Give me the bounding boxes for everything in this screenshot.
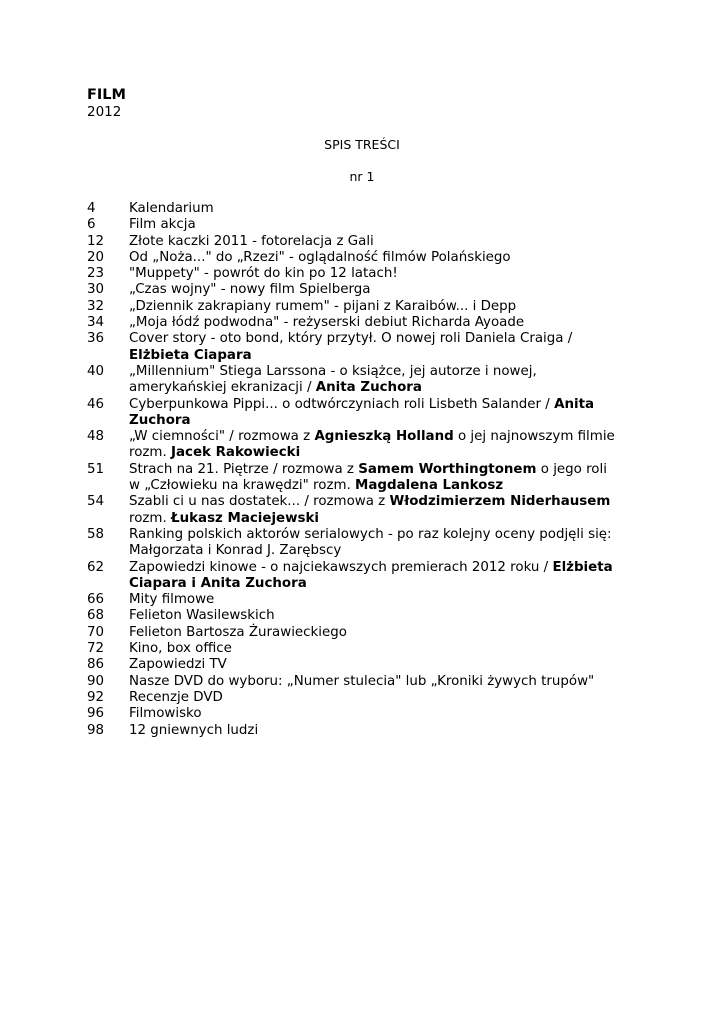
toc-entry bbox=[87, 429, 647, 462]
toc-entry-title bbox=[129, 234, 647, 250]
magazine-year: 2012 bbox=[87, 104, 122, 120]
toc-entry-title bbox=[129, 690, 647, 706]
toc-entry-text: Strach na 21. Piętrze / rozmowa z bbox=[129, 461, 359, 477]
toc-entry-author: Anita Zuchora bbox=[315, 380, 422, 396]
toc-entry-title bbox=[129, 494, 647, 527]
toc-entry bbox=[87, 364, 647, 397]
toc-entry-title bbox=[129, 592, 647, 608]
toc-entry-text: Kino, box office bbox=[129, 641, 232, 657]
toc-entry-title bbox=[129, 608, 647, 624]
toc-entry-text: Film akcja bbox=[129, 217, 196, 233]
toc-entry-page-number: 66 bbox=[87, 592, 105, 608]
toc-entry-page-number: 72 bbox=[87, 641, 105, 657]
toc-entry-page-number: 30 bbox=[87, 282, 105, 298]
toc-entry bbox=[87, 331, 647, 364]
toc-entry bbox=[87, 657, 647, 673]
toc-entry-page-number: 70 bbox=[87, 624, 105, 640]
toc-entry-title bbox=[129, 527, 647, 560]
toc-entry bbox=[87, 608, 647, 624]
toc-entry bbox=[87, 641, 647, 657]
toc-entry-page-number: 86 bbox=[87, 657, 105, 673]
toc-entry-page-number: 98 bbox=[87, 722, 105, 738]
toc-entry bbox=[87, 690, 647, 706]
toc-entry-title bbox=[129, 282, 647, 298]
toc-entry-author: Magdalena Lankosz bbox=[355, 478, 504, 494]
toc-entry-text: Złote kaczki 2011 - fotorelacja z Gali bbox=[129, 233, 374, 249]
toc-entry-author: Jacek Rakowiecki bbox=[171, 445, 301, 461]
issue-number: nr 1 bbox=[349, 169, 375, 184]
toc-entry-text: o jego roli w „Człowieku na krawędzi" rozm. bbox=[129, 461, 607, 494]
toc-entry-title bbox=[129, 250, 647, 266]
toc-entry-title bbox=[129, 299, 647, 315]
toc-entry-page-number: 68 bbox=[87, 608, 105, 624]
toc-entry-text: "Muppety" - powrót do kin po 12 latach! bbox=[129, 266, 398, 282]
toc-entry-text: Kalendarium bbox=[129, 201, 214, 216]
toc-entry-title bbox=[129, 266, 647, 282]
toc-entry-page-number: 20 bbox=[87, 249, 105, 265]
toc-entry-page-number: 32 bbox=[87, 298, 105, 314]
toc-entry-text: Zapowiedzi kinowe - o najciekawszych premierach 2012 roku / bbox=[129, 559, 553, 575]
toc-entry bbox=[87, 494, 647, 527]
toc-entry-page-number: 54 bbox=[87, 494, 105, 510]
toc-entry-text: o jej najnowszym filmie rozm. bbox=[129, 429, 615, 461]
toc-entry-author: Agnieszką Holland bbox=[314, 429, 454, 445]
toc-entry-title bbox=[129, 364, 647, 397]
toc-entry-page-number: 58 bbox=[87, 526, 105, 542]
toc-heading: SPIS TREŚCI bbox=[324, 137, 400, 152]
toc-entry bbox=[87, 625, 647, 641]
toc-entry-page-number: 96 bbox=[87, 706, 105, 722]
toc-entry-page-number: 46 bbox=[87, 396, 105, 412]
toc-entry-page-number: 90 bbox=[87, 673, 105, 689]
toc-entry-text: Cyberpunkowa Pippi... o odtwórczyniach roli Lisbeth Salander / bbox=[129, 396, 555, 412]
toc-entry-title bbox=[129, 560, 647, 593]
toc-entry-text: „Dziennik zakrapiany rumem" - pijani z Karaibów... i Depp bbox=[129, 298, 517, 314]
toc-entry bbox=[87, 315, 647, 331]
toc-entry-text: „W ciemności" / rozmowa z bbox=[129, 429, 315, 445]
toc-entry-author: Elżbieta Ciapara bbox=[129, 347, 252, 363]
toc-entry-title bbox=[129, 217, 647, 233]
toc-entry-text: Zapowiedzi TV bbox=[129, 657, 227, 673]
toc-entry-text: Felieton Wasilewskich bbox=[129, 608, 275, 624]
toc-entry-title bbox=[129, 462, 647, 495]
toc-entry-page-number: 23 bbox=[87, 266, 105, 282]
toc-entry-author: Łukasz Maciejewski bbox=[171, 510, 319, 526]
toc-entry-page-number: 40 bbox=[87, 363, 105, 379]
toc-entry-page-number: 36 bbox=[87, 331, 105, 347]
toc-entry bbox=[87, 217, 647, 233]
toc-entry-text: Szabli ci u nas dostatek... / rozmowa z bbox=[129, 494, 390, 510]
toc-entry-page-number: 12 bbox=[87, 233, 105, 249]
toc-entry bbox=[87, 299, 647, 315]
toc-entry-title bbox=[129, 429, 647, 462]
toc-entry-title bbox=[129, 641, 647, 657]
toc-entry bbox=[87, 527, 647, 560]
toc-entry-text: „Czas wojny" - nowy film Spielberga bbox=[129, 282, 371, 298]
toc-entry-page-number: 4 bbox=[87, 201, 96, 216]
toc-entry bbox=[87, 282, 647, 298]
toc-list bbox=[87, 201, 647, 739]
magazine-title: FILM bbox=[87, 87, 126, 103]
toc-entry bbox=[87, 592, 647, 608]
toc-entry-title bbox=[129, 201, 647, 217]
toc-entry-page-number: 48 bbox=[87, 429, 105, 445]
toc-entry bbox=[87, 250, 647, 266]
toc-entry-title bbox=[129, 706, 647, 722]
toc-entry-text: „Millennium" Stiega Larssona - o książce, jej autorze i nowej, amerykańskiej ekranizacji / bbox=[129, 363, 537, 396]
toc-entry bbox=[87, 723, 647, 739]
toc-entry-text: Cover story - oto bond, który przytył. O nowej roli Daniela Craiga / bbox=[129, 331, 573, 347]
toc-entry-text: Nasze DVD do wyboru: „Numer stulecia" lub „Kroniki żywych trupów" bbox=[129, 673, 595, 689]
toc-entry-title bbox=[129, 315, 647, 331]
toc-entry bbox=[87, 462, 647, 495]
toc-entry-text: Od „Noża..." do „Rzezi" - oglądalność filmów Polańskiego bbox=[129, 249, 511, 265]
toc-entry bbox=[87, 706, 647, 722]
toc-entry-page-number: 34 bbox=[87, 315, 105, 331]
toc-entry-author: Anita Zuchora bbox=[129, 396, 595, 428]
toc-entry-text: 12 gniewnych ludzi bbox=[129, 722, 259, 738]
toc-entry-author: Samem Worthingtonem bbox=[358, 461, 537, 477]
toc-entry bbox=[87, 266, 647, 282]
toc-entry-title bbox=[129, 674, 647, 690]
toc-entry-title bbox=[129, 397, 647, 430]
toc-entry-text: Mity filmowe bbox=[129, 592, 215, 608]
toc-entry-title bbox=[129, 331, 647, 364]
toc-entry-page-number: 92 bbox=[87, 689, 105, 705]
toc-entry bbox=[87, 234, 647, 250]
toc-entry-title bbox=[129, 723, 647, 739]
toc-entry bbox=[87, 397, 647, 430]
toc-entry-author: Włodzimierzem Niderhausem bbox=[389, 494, 611, 510]
toc-entry-author: Elżbieta Ciapara i Anita Zuchora bbox=[129, 559, 613, 591]
toc-entry-text: rozm. bbox=[129, 510, 167, 526]
toc-entry-text: Recenzje DVD bbox=[129, 689, 223, 705]
toc-entry bbox=[87, 201, 647, 217]
toc-entry-title bbox=[129, 625, 647, 641]
toc-entry-text: Ranking polskich aktorów serialowych - po raz kolejny oceny podjęli się: Małgorzata i Konrad J. Zarębscy bbox=[129, 526, 612, 559]
toc-entry bbox=[87, 560, 647, 593]
toc-entry-page-number: 62 bbox=[87, 559, 105, 575]
toc-entry-title bbox=[129, 657, 647, 673]
toc-entry-text: „Moja łódź podwodna" - reżyserski debiut Richarda Ayoade bbox=[129, 315, 525, 331]
toc-entry bbox=[87, 674, 647, 690]
toc-entry-text: Felieton Bartosza Żurawieckiego bbox=[129, 624, 347, 640]
toc-entry-page-number: 6 bbox=[87, 217, 96, 233]
toc-entry-page-number: 51 bbox=[87, 461, 105, 477]
toc-entry-text: Filmowisko bbox=[129, 706, 202, 722]
